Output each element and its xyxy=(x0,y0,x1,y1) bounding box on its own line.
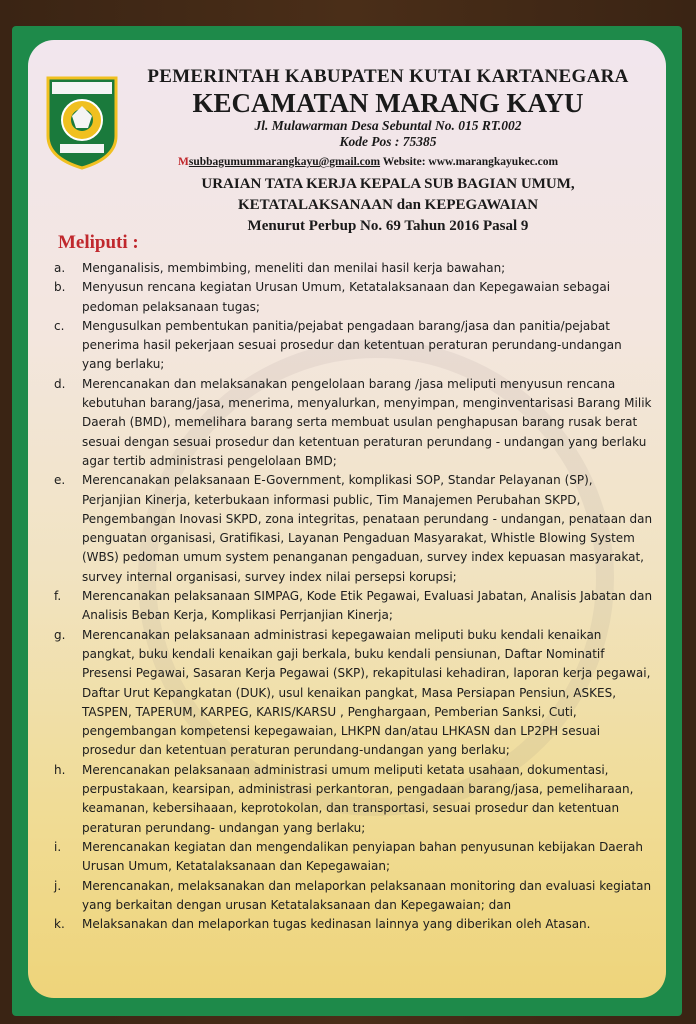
title-line-2: KETATALAKSANAAN dan KEPEGAWAIAN xyxy=(237,197,539,213)
item-letter: b. xyxy=(54,280,66,295)
header xyxy=(128,66,648,150)
document-title xyxy=(128,174,648,237)
list-item xyxy=(54,587,654,626)
list-item xyxy=(54,278,654,317)
list-item xyxy=(54,317,654,375)
gmail-icon: M xyxy=(178,156,189,168)
item-text: Melaksanakan dan melaporkan tugas kedinasan lainnya yang diberikan oleh Atasan. xyxy=(82,917,591,932)
item-text: Merencanakan dan melaksanakan pengelolaan barang /jasa meliputi menyusun rencana kebutuhan barang/jasa, menerima, menyalurkan, menyimpan, menginventarisasi Barang Milik Daerah (BMD), memelihara barang serta membuat usulan penghapusan barang rusak berat sesuai dengan sesuai prosedur dan ketentuan peraturan perundang - undangan yang berlaku agar tertib administrasi pengelolaan BMD; xyxy=(82,376,652,468)
header-government: PEMERINTAH KABUPATEN KUTAI KARTANEGARA xyxy=(147,66,629,87)
list-item xyxy=(54,877,654,916)
contact-line xyxy=(178,156,658,168)
item-letter: f. xyxy=(54,589,62,604)
list-item xyxy=(54,259,654,278)
list-item xyxy=(54,838,654,877)
item-letter: g. xyxy=(54,627,66,642)
item-text: Merencanakan, melaksanakan dan melaporkan pelaksanaan monitoring dan evaluasi kegiatan yang berkaitan dengan urusan Ketatalaksanaan dan Kepegawaian; dan xyxy=(82,878,652,912)
item-letter: j. xyxy=(54,878,62,893)
kutai-kartanegara-emblem-icon xyxy=(42,72,122,172)
header-postal: Kode Pos : 75385 xyxy=(339,134,437,149)
item-text: Merencanakan kegiatan dan mengendalikan penyiapan bahan penyusunan kebijakan Daerah Urusan Umum, Ketatalaksanaan dan Kepegawaian; xyxy=(82,839,643,874)
item-text: Mengusulkan pembentukan panitia/pejabat pengadaan barang/jasa dan panitia/pejabat penerima hasil pekerjaan sesuai prosedur dan ketentuan peraturan perundang-undangan yang berlaku; xyxy=(82,318,622,372)
item-text: Merencanakan pelaksanaan E-Government, komplikasi SOP, Standar Pelayanan (SP), Perjanjian Kinerja, keterbukaan informasi public, Tim Manajemen Perubahan SKPD, Pengembangan Inovasi SKPD, zona integritas, penataan perundang - undangan, penataan dan penguatan organisasi, Gratifikasi, Layanan Pengaduan Masyarakat, Whistle Blowing System (WBS) pedoman umum system penanganan pengaduan, survey index kepuasan masyarakat, survey internal organisasi, survey index nilai persepsi korupsi; xyxy=(82,473,653,584)
item-text: Merencanakan pelaksanaan SIMPAG, Kode Etik Pegawai, Evaluasi Jabatan, Analisis Jabatan dan Analisis Beban Kerja, Komplikasi Perrjanjian Kinerja; xyxy=(82,589,653,623)
item-text: Merencanakan pelaksanaan administrasi kepegawaian meliputi buku kendali kenaikan pangkat, buku kendali kenaikan gaji berkala, buku kendali pensiunan, Daftar Nominatif Presensi Pegawai, Sasaran Kerja Pegawai (SKP), rekapitulasi kehadiran, laporan kerja pegawai, Daftar Urut Kepangkatan (DUK), usul kenaikan pangkat, Masa Persiapan Pensiun, ASKES, TASPEN, TAPERUM, KARPEG, KARIS/KARSU , Penghargaan, Pemberian Sanksi, Cuti, pengembangan kompetensi kepegawaian, LHKPN dan/atau LHKASN dan LP2PH sesuai prosedur dan ketentuan peraturan perundang-undangan yang berlaku; xyxy=(82,627,651,758)
email-link[interactable]: subbagumummarangkayu@gmail.com xyxy=(188,156,381,168)
item-text: Merencanakan pelaksanaan administrasi umum meliputi ketata usahaan, dokumentasi, perpustakaan, kearsipan, administrasi perkantoran, pengadaan barang/jasa, pemeliharaan, keamanan, kebersihaaan, keprotokolan, dan transportasi, sesuai prosedur dan ketentuan peraturan perundang- undangan yang berlaku; xyxy=(82,762,634,835)
item-text: Menyusun rencana kegiatan Urusan Umum, Ketatalaksanaan dan Kepegawaian sebagai pedoman pelaksanaan tugas; xyxy=(82,280,611,314)
item-letter: h. xyxy=(54,762,66,777)
duty-list xyxy=(54,259,654,934)
item-text: Menganalisis, membimbing, meneliti dan menilai hasil kerja bawahan; xyxy=(82,261,506,275)
item-letter: e. xyxy=(54,473,66,488)
list-item xyxy=(54,626,654,761)
header-address: Jl. Mulawarman Desa Sebuntal No. 015 RT.002 xyxy=(254,118,522,133)
item-letter: k. xyxy=(54,917,65,932)
meliputi-heading: Meliputi : xyxy=(58,232,139,253)
title-line-3: Menurut Perbup No. 69 Tahun 2016 Pasal 9 xyxy=(247,218,529,234)
item-letter: d. xyxy=(54,376,66,391)
header-district: KECAMATAN MARANG KAYU xyxy=(192,88,584,118)
list-item xyxy=(54,375,654,471)
list-item xyxy=(54,471,654,587)
item-letter: a. xyxy=(54,261,66,275)
list-item xyxy=(54,761,654,838)
website-text: Website: www.marangkayukec.com xyxy=(382,156,559,168)
item-letter: c. xyxy=(54,318,65,333)
list-item xyxy=(54,915,654,934)
notice-sheet xyxy=(28,40,666,998)
item-letter: i. xyxy=(54,839,62,854)
title-line-1: URAIAN TATA KERJA KEPALA SUB BAGIAN UMUM, xyxy=(201,176,575,192)
